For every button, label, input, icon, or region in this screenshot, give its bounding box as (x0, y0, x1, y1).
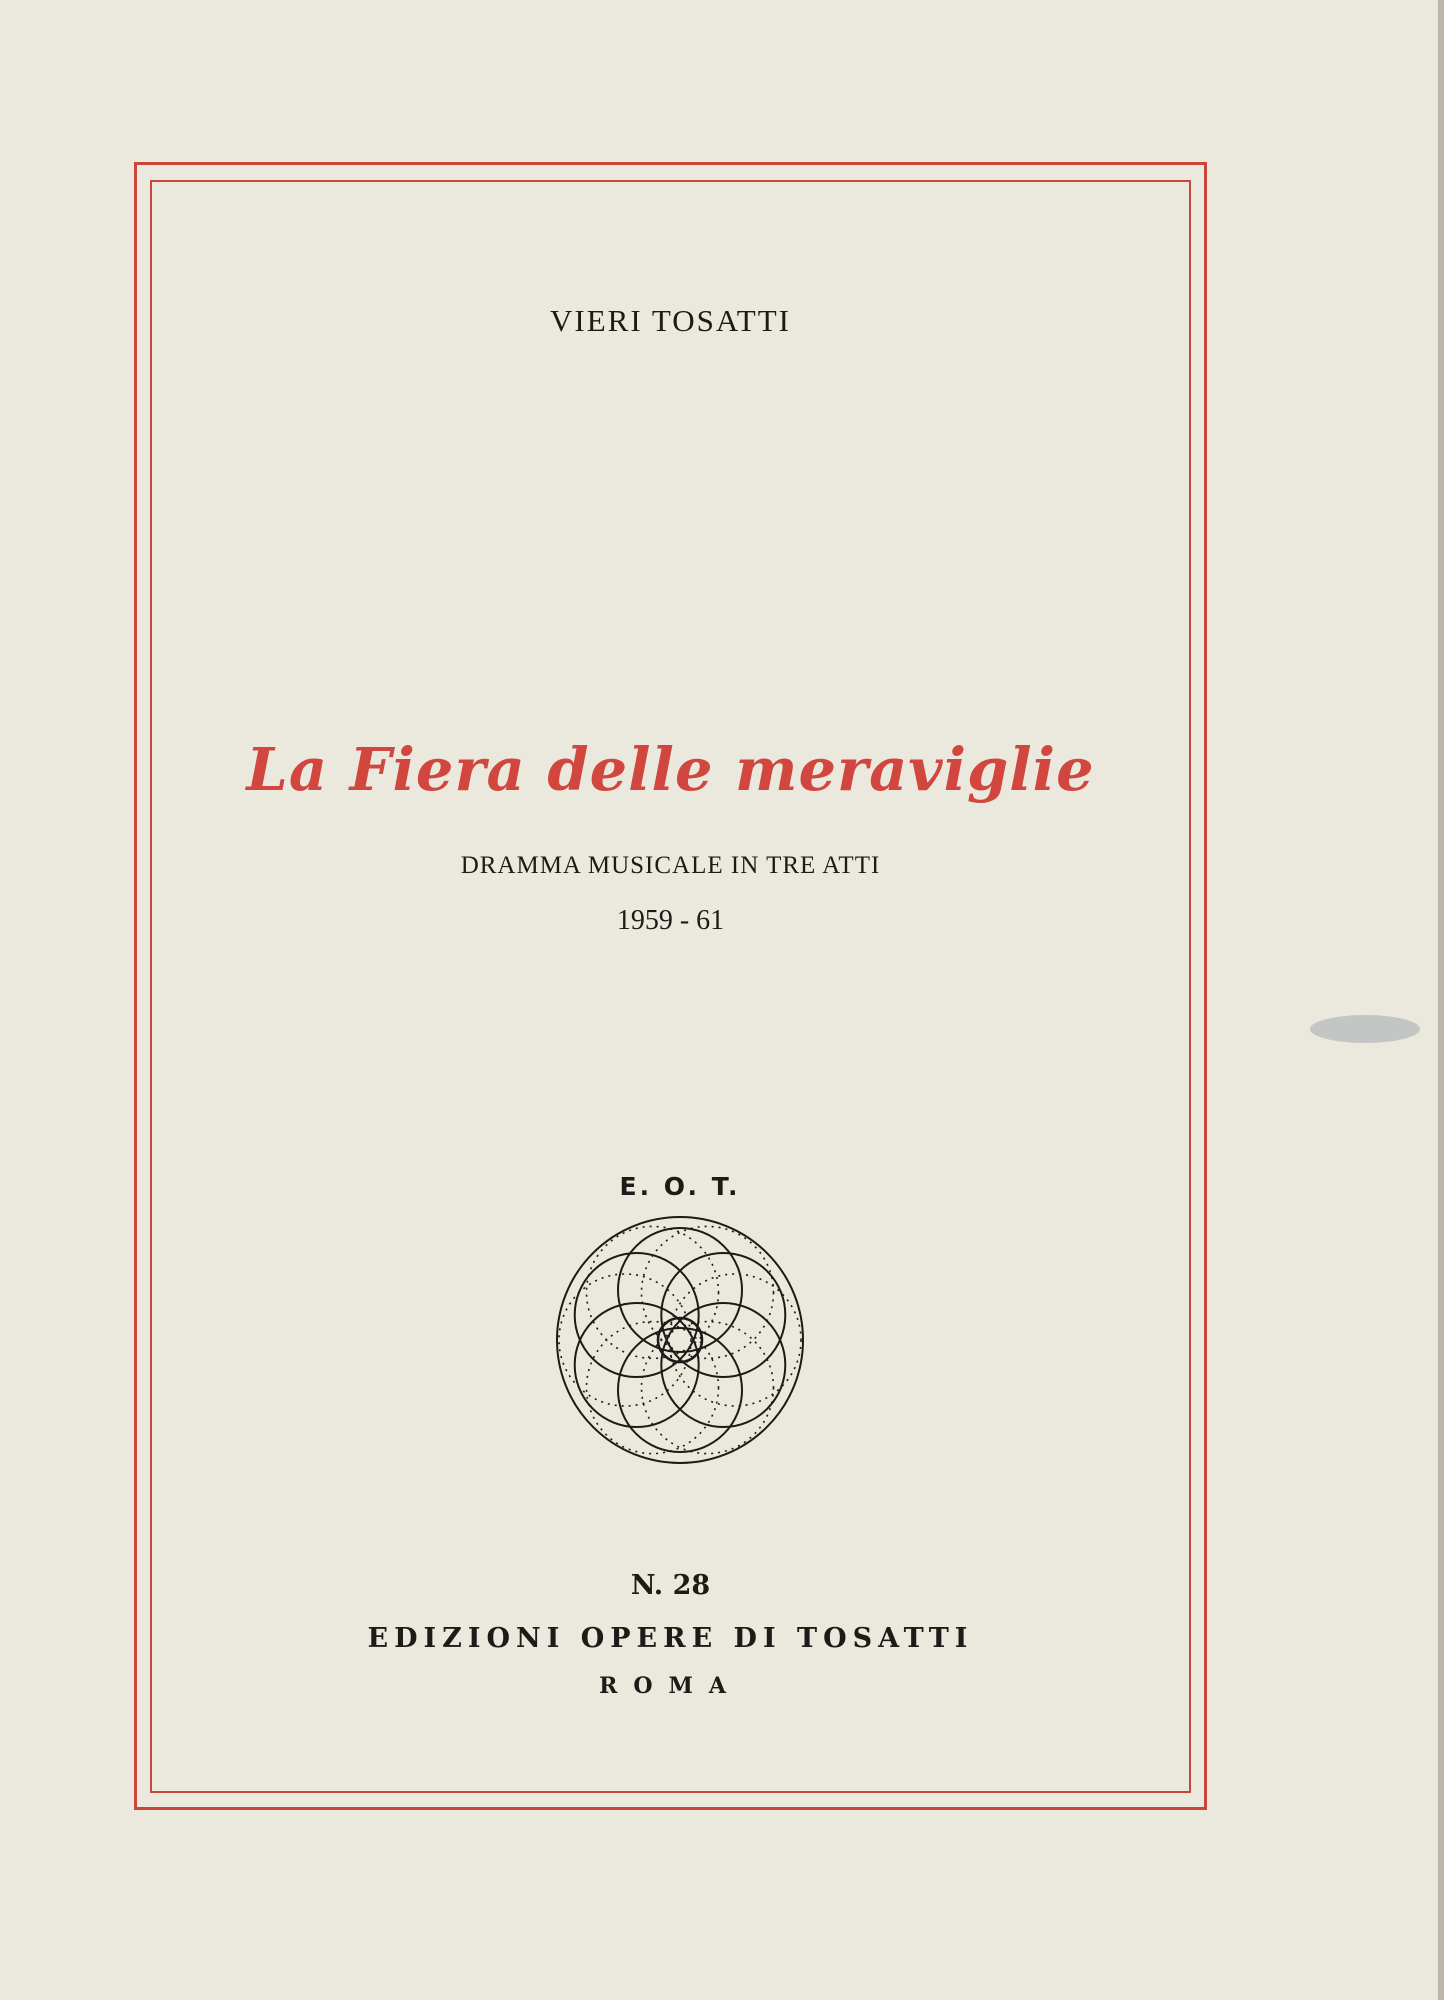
book-title: La Fiera delle meraviglie (246, 735, 1095, 804)
publisher-name: EDIZIONI OPERE DI TOSATTI (367, 1623, 974, 1654)
paper-stain (1310, 1015, 1420, 1043)
publisher-logo (530, 1160, 830, 1480)
eot-spiral-emblem-icon (530, 1160, 830, 1480)
emblem-dotted-arc (642, 1322, 774, 1454)
author-name: VIERI TOSATTI (550, 303, 791, 338)
publisher-city: ROMA (599, 1673, 742, 1699)
emblem-solid-arc (575, 1253, 699, 1377)
logo-letters: E. O. T. (619, 1172, 741, 1201)
emblem-solid-arc (618, 1228, 742, 1352)
emblem-dotted-arc (642, 1226, 774, 1358)
series-number: N. 28 (630, 1570, 711, 1601)
book-subtitle: DRAMMA MUSICALE IN TRE ATTI (460, 852, 881, 879)
composition-years: 1959 - 61 (616, 905, 725, 936)
emblem-dotted-arc (587, 1322, 719, 1454)
emblem-dotted-arc (587, 1226, 719, 1358)
inner-border-frame (150, 180, 1191, 1793)
emblem-solid-arc (618, 1328, 742, 1452)
